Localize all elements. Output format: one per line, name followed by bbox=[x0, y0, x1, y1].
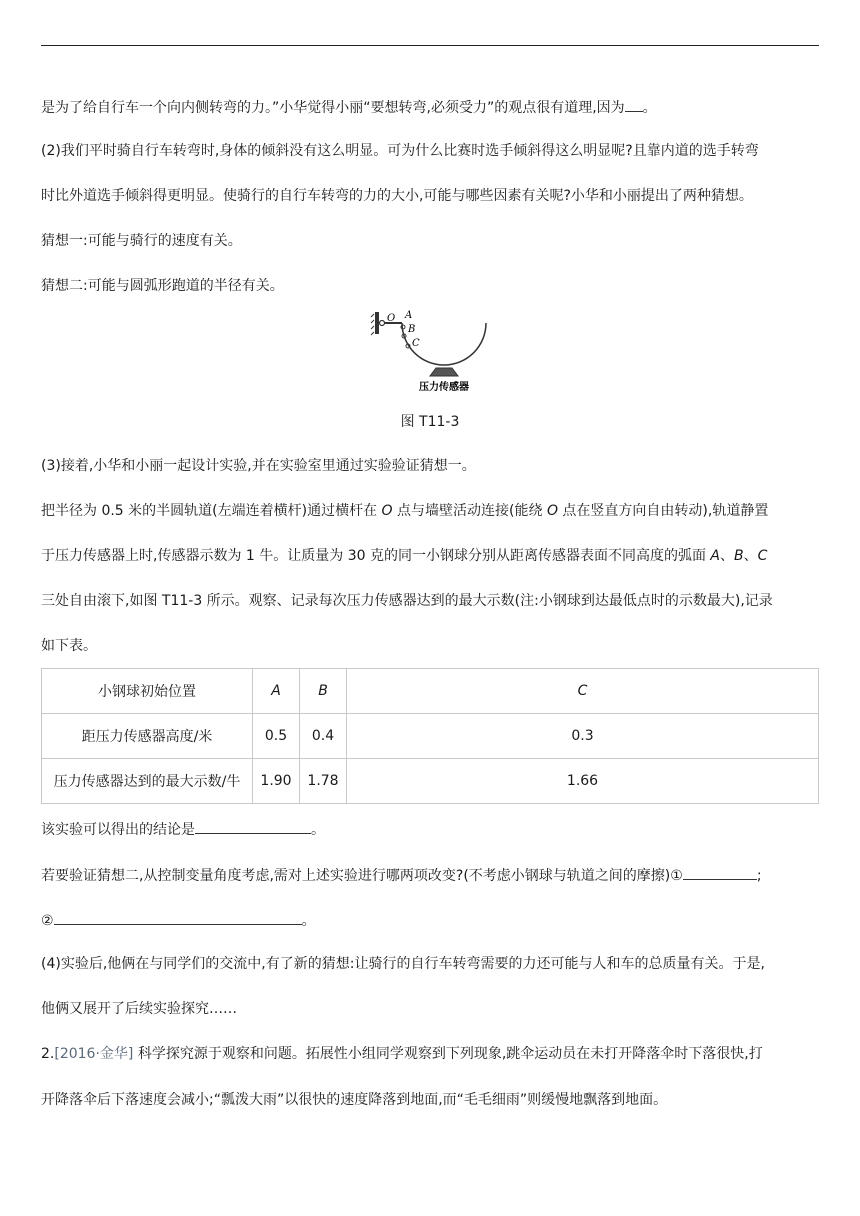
paragraph-line: (3)接着,小华和小丽一起设计实验,并在实验室里通过实验验证猜想一。 bbox=[41, 458, 476, 474]
paragraph-line: 时比外道选手倾斜得更明显。使骑行的自行车转弯的力的大小,可能与哪些因素有关呢?小华和小丽提出了两种猜想。 bbox=[41, 188, 753, 204]
header-rule bbox=[41, 45, 819, 46]
table-row bbox=[42, 669, 819, 714]
paragraph-line: 是为了给自行车一个向内侧转弯的力。”小华觉得小丽“要想转弯,必须受力”的观点很有道理,因为 。 bbox=[41, 96, 821, 118]
results-table bbox=[41, 668, 819, 804]
table-cell: 0.5 bbox=[253, 714, 300, 759]
table-cell: B bbox=[300, 669, 347, 714]
paragraph-line: 若要验证猜想二,从控制变量角度考虑,需对上述实验进行哪两项改变?(不考虑小钢球与轨道之间的摩擦)① ; bbox=[41, 864, 821, 886]
pressure-sensor bbox=[430, 368, 458, 376]
table-cell: 1.78 bbox=[300, 759, 347, 804]
table-cell: 距压力传感器高度/米 bbox=[42, 714, 253, 759]
answer-blank[interactable] bbox=[195, 818, 311, 834]
table-row bbox=[42, 759, 819, 804]
paragraph-line: 开降落伞后下落速度会减小;“瓢泼大雨”以很快的速度降落到地面,而“毛毛细雨”则缓慢地飘落到地面。 bbox=[41, 1092, 668, 1108]
paragraph-line: (4)实验后,他俩在与同学们的交流中,有了新的猜想:让骑行的自行车转弯需要的力还可能与人和车的总质量有关。于是, bbox=[41, 956, 765, 972]
pivot-point bbox=[380, 321, 385, 326]
label-b: B bbox=[408, 324, 416, 335]
paragraph-line: 该实验可以得出的结论是 。 bbox=[41, 818, 821, 840]
figure-caption: 图 T11-3 bbox=[400, 414, 460, 430]
paragraph-line: 于压力传感器上时,传感器示数为 1 牛。让质量为 30 克的同一小钢球分别从距离传感器表面不同高度的弧面 A、B、C bbox=[41, 548, 768, 564]
answer-blank[interactable] bbox=[54, 909, 302, 925]
table-cell: 0.3 bbox=[347, 714, 819, 759]
table-cell: A bbox=[253, 669, 300, 714]
table-cell: C bbox=[347, 669, 819, 714]
paragraph-line: 他俩又展开了后续实验探究…… bbox=[41, 1001, 237, 1017]
paragraph-line: ② 。 bbox=[41, 909, 821, 931]
track-diagram bbox=[370, 310, 500, 400]
table-cell: 1.66 bbox=[347, 759, 819, 804]
table-cell: 压力传感器达到的最大示数/牛 bbox=[42, 759, 253, 804]
paragraph-line: 把半径为 0.5 米的半圆轨道(左端连着横杆)通过横杆在 O 点与墙壁活动连接(能绕 O 点在竖直方向自由转动),轨道静置 bbox=[41, 503, 769, 519]
paragraph-line: (2)我们平时骑自行车转弯时,身体的倾斜没有这么明显。可为什么比赛时选手倾斜得这么明显呢?且靠内道的选手转弯 bbox=[41, 143, 759, 159]
hypothesis-one: 猜想一:可能与骑行的速度有关。 bbox=[41, 233, 242, 249]
table-cell: 小钢球初始位置 bbox=[42, 669, 253, 714]
label-o: O bbox=[387, 313, 396, 324]
paragraph-line: 如下表。 bbox=[41, 638, 97, 654]
table-cell: 0.4 bbox=[300, 714, 347, 759]
wall bbox=[375, 312, 379, 334]
label-c: C bbox=[412, 338, 420, 349]
question-number: 2. bbox=[41, 1046, 55, 1062]
answer-blank[interactable] bbox=[683, 864, 757, 880]
table-row bbox=[42, 714, 819, 759]
sensor-label: 压力传感器 bbox=[419, 382, 469, 393]
figure-t11-3 bbox=[370, 310, 500, 404]
hypothesis-two: 猜想二:可能与圆弧形跑道的半径有关。 bbox=[41, 278, 284, 294]
label-a: A bbox=[405, 310, 413, 321]
question-source: [2016·金华] bbox=[54, 1046, 134, 1062]
paragraph-line: 三处自由滚下,如图 T11-3 所示。观察、记录每次压力传感器达到的最大示数(注:小钢球到达最低点时的示数最大),记录 bbox=[41, 593, 773, 609]
table-cell: 1.90 bbox=[253, 759, 300, 804]
answer-blank[interactable] bbox=[625, 96, 643, 112]
question-2-line: 2.[2016·金华] 科学探究源于观察和问题。拓展性小组同学观察到下列现象,跳伞运动员在未打开降落伞时下落很快,打 bbox=[41, 1046, 763, 1062]
